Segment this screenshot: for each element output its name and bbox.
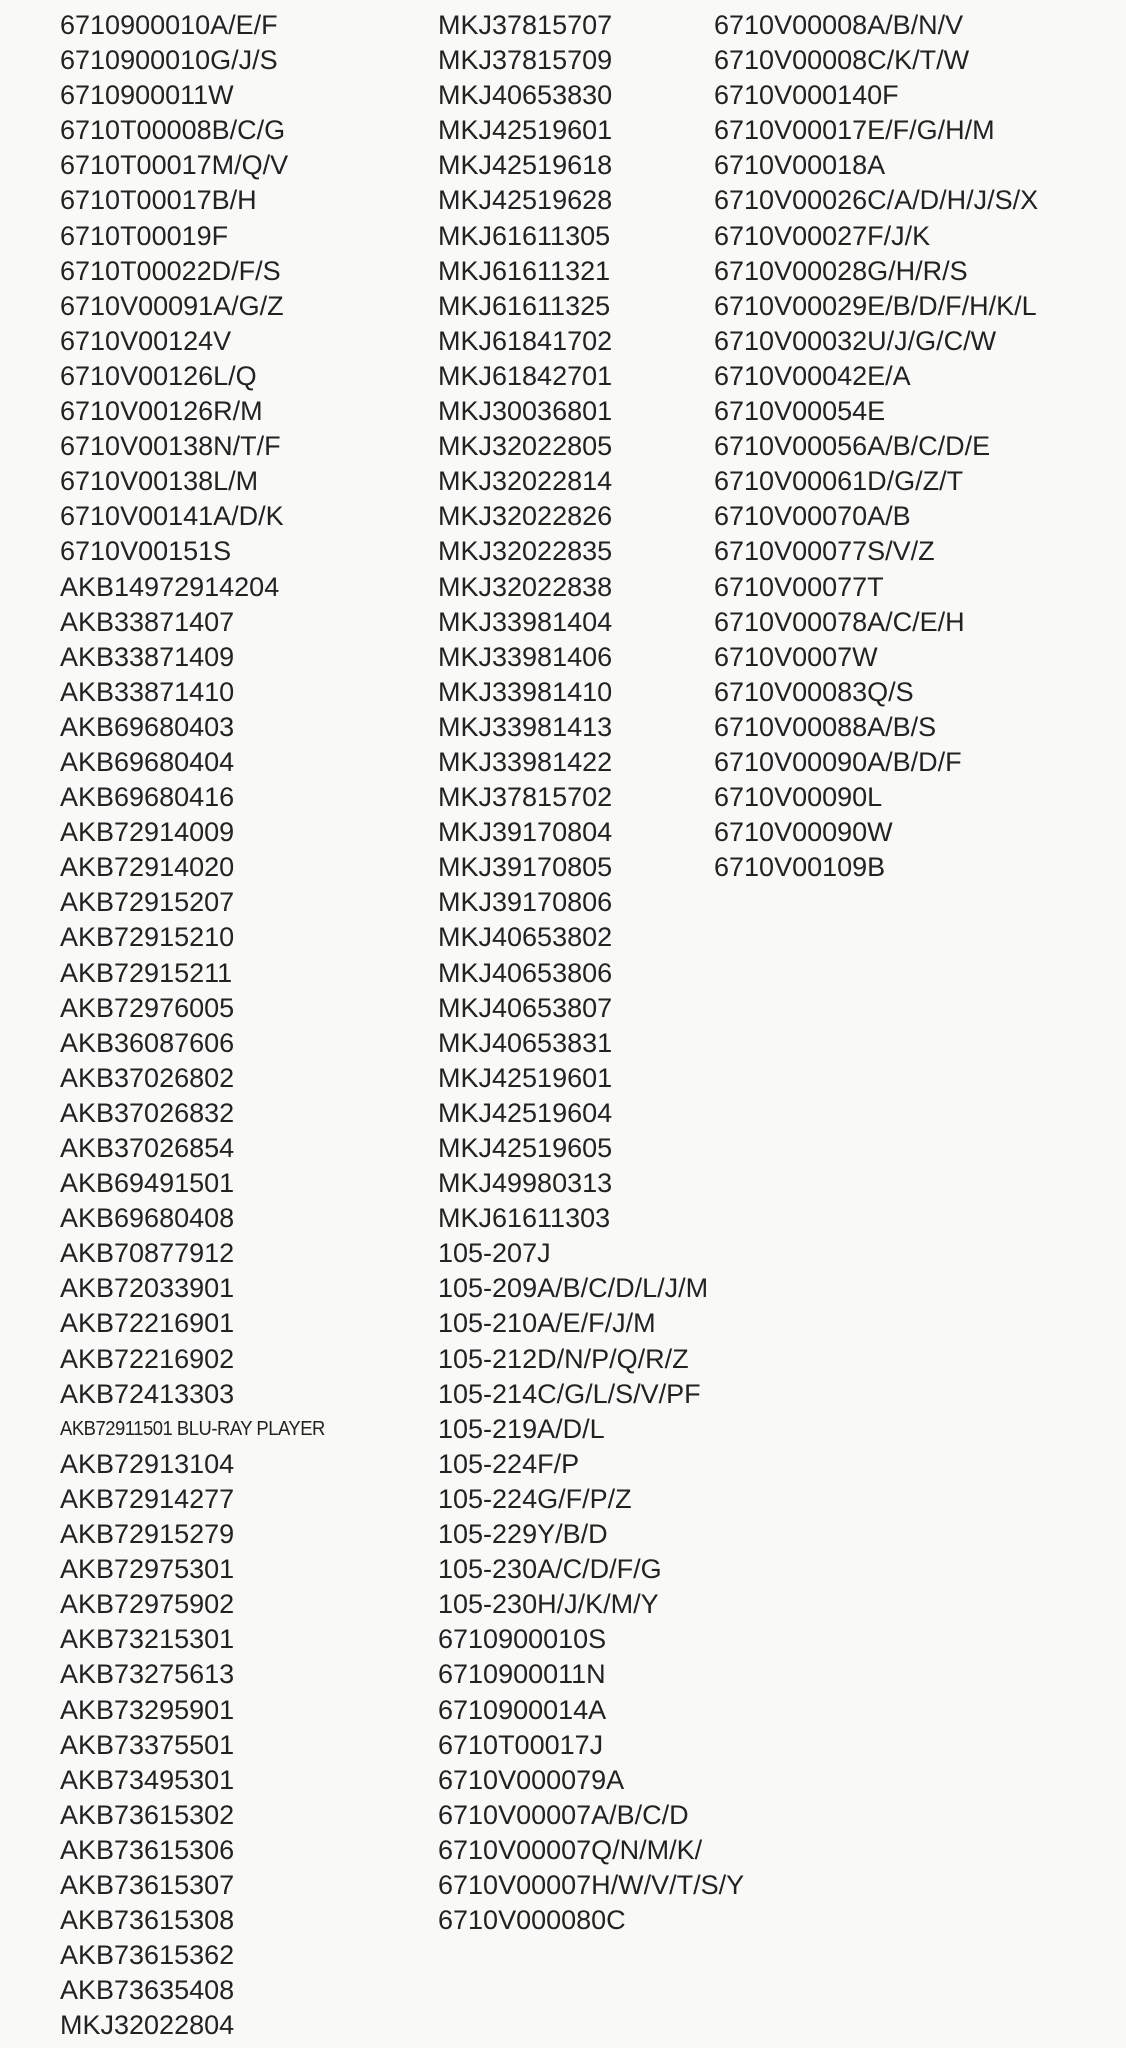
part-number-item: MKJ37815709 bbox=[438, 45, 613, 76]
part-number-item: AKB72914020 bbox=[60, 852, 235, 883]
part-number-item: AKB69491501 bbox=[60, 1168, 235, 1199]
part-number-item: 6710900010A/E/F bbox=[60, 10, 278, 40]
part-number-item: 6710V00029E/B/D/F/H/K/L bbox=[714, 290, 1037, 321]
part-number-item: 105-219A/D/L bbox=[438, 1413, 605, 1444]
part-number-item: MKJ33981413 bbox=[438, 711, 613, 742]
part-number-item: 6710V00090W bbox=[714, 817, 893, 848]
part-number-item: AKB69680408 bbox=[60, 1203, 235, 1234]
part-number-item: AKB72915210 bbox=[60, 922, 235, 953]
part-number-item: MKJ42519618 bbox=[438, 150, 613, 181]
part-number-item: MKJ33981422 bbox=[438, 746, 613, 777]
part-number-item: AKB72913104 bbox=[60, 1448, 235, 1479]
part-number-item: MKJ32022804 bbox=[60, 2010, 235, 2041]
part-number-item: AKB72413303 bbox=[60, 1378, 235, 1409]
part-number-column-3 bbox=[714, 8, 1038, 885]
part-number-item: 6710900014A bbox=[438, 1694, 607, 1725]
part-number-item: MKJ42519601 bbox=[438, 115, 613, 146]
part-number-item: AKB69680404 bbox=[60, 746, 235, 777]
part-number-item: MKJ32022805 bbox=[438, 431, 613, 462]
part-number-item: 105-207J bbox=[438, 1238, 551, 1269]
part-number-item: 6710T00019F bbox=[60, 220, 229, 251]
part-number-item: 6710900010S bbox=[438, 1624, 607, 1655]
part-number-item: 6710V00151S bbox=[60, 536, 232, 567]
part-number-item: 6710V00126R/M bbox=[60, 396, 263, 427]
part-number-item: AKB72915279 bbox=[60, 1519, 235, 1550]
part-number-item: MKJ37815702 bbox=[438, 782, 613, 813]
part-number-item: 6710900011W bbox=[60, 80, 234, 111]
part-number-item: 105-224G/F/P/Z bbox=[438, 1483, 632, 1514]
part-number-item: AKB72911501 BLU-RAY PLAYER bbox=[60, 1417, 325, 1440]
part-number-item: MKJ33981410 bbox=[438, 676, 613, 707]
part-number-item: 6710V00042E/A bbox=[714, 360, 911, 391]
part-number-item: AKB72976005 bbox=[60, 992, 235, 1023]
part-number-item: AKB73635408 bbox=[60, 1975, 235, 2006]
part-number-item: 6710T00008B/C/G bbox=[60, 115, 286, 146]
part-number-item: 6710T00017J bbox=[438, 1729, 604, 1760]
part-number-item: AKB70877912 bbox=[60, 1238, 235, 1269]
part-number-item: AKB72915211 bbox=[60, 957, 233, 988]
part-number-item: 6710V00126L/Q bbox=[60, 360, 257, 391]
part-number-item: 105-212D/N/P/Q/R/Z bbox=[438, 1343, 689, 1374]
part-number-item: MKJ61611321 bbox=[438, 255, 611, 286]
part-number-item: AKB73615307 bbox=[60, 1869, 235, 1900]
part-number-item: 105-210A/E/F/J/M bbox=[438, 1308, 656, 1339]
part-number-item: 6710V00007H/W/V/T/S/Y bbox=[438, 1869, 745, 1900]
part-number-item: 6710V00032U/J/G/C/W bbox=[714, 325, 997, 356]
part-number-item: MKJ32022835 bbox=[438, 536, 613, 567]
part-number-item: AKB69680403 bbox=[60, 711, 235, 742]
part-number-item: AKB72033901 bbox=[60, 1273, 235, 1304]
part-number-item: AKB72915207 bbox=[60, 887, 235, 918]
part-number-item: 6710V00070A/B bbox=[714, 501, 911, 532]
part-number-item: 6710V00056A/B/C/D/E bbox=[714, 431, 991, 462]
part-number-item: AKB73615362 bbox=[60, 1940, 235, 1971]
part-number-item: 6710V00026C/A/D/H/J/S/X bbox=[714, 185, 1039, 216]
part-number-item: 6710V00061D/G/Z/T bbox=[714, 466, 964, 497]
part-number-item: AKB72216902 bbox=[60, 1343, 235, 1374]
part-number-item: MKJ61841702 bbox=[438, 325, 613, 356]
part-number-item: MKJ39170804 bbox=[438, 817, 613, 848]
part-number-item: AKB69680416 bbox=[60, 782, 235, 813]
part-number-item: AKB73615302 bbox=[60, 1799, 235, 1830]
part-number-item: 6710V00028G/H/R/S bbox=[714, 255, 968, 286]
part-number-item: 6710V00008A/B/N/V bbox=[714, 10, 964, 40]
part-number-item: 6710V00007A/B/C/D bbox=[438, 1799, 689, 1830]
part-number-item: AKB72216901 bbox=[60, 1308, 235, 1339]
part-number-item: 6710900010G/J/S bbox=[60, 45, 278, 76]
part-number-item: AKB33871409 bbox=[60, 641, 235, 672]
part-number-item: 6710V000079A bbox=[438, 1764, 625, 1795]
part-number-item: MKJ61611325 bbox=[438, 290, 611, 321]
part-number-item: 6710V00018A bbox=[714, 150, 886, 181]
part-number-item: AKB73295901 bbox=[60, 1694, 235, 1725]
part-number-column-2 bbox=[438, 8, 744, 1938]
part-number-item: 6710V00090L bbox=[714, 782, 883, 813]
part-number-item: 6710V00054E bbox=[714, 396, 886, 427]
part-number-item: MKJ42519601 bbox=[438, 1062, 613, 1093]
part-number-item: MKJ33981404 bbox=[438, 606, 613, 637]
part-number-item: AKB73495301 bbox=[60, 1764, 235, 1795]
part-number-item: MKJ40653807 bbox=[438, 992, 613, 1023]
part-number-item: 6710V00124V bbox=[60, 325, 232, 356]
part-number-item: MKJ32022826 bbox=[438, 501, 613, 532]
part-number-item: AKB73215301 bbox=[60, 1624, 235, 1655]
part-number-item: 6710V000080C bbox=[438, 1905, 626, 1936]
part-number-item: 105-230A/C/D/F/G bbox=[438, 1554, 662, 1585]
part-number-item: MKJ61842701 bbox=[438, 360, 613, 391]
part-number-item: AKB72975902 bbox=[60, 1589, 235, 1620]
part-number-item: MKJ40653830 bbox=[438, 80, 613, 111]
part-number-item: 6710V00027F/J/K bbox=[714, 220, 931, 251]
part-number-item: AKB73615306 bbox=[60, 1834, 235, 1865]
part-number-item: 6710V00008C/K/T/W bbox=[714, 45, 970, 76]
part-number-item: MKJ33981406 bbox=[438, 641, 613, 672]
part-number-item: AKB73615308 bbox=[60, 1905, 235, 1936]
part-number-item: MKJ61611303 bbox=[438, 1203, 611, 1234]
part-number-item: 6710V00091A/G/Z bbox=[60, 290, 284, 321]
part-number-item: 105-214C/G/L/S/V/PF bbox=[438, 1378, 701, 1409]
part-number-item: 6710V00090A/B/D/F bbox=[714, 746, 962, 777]
part-number-item: MKJ40653831 bbox=[438, 1027, 613, 1058]
part-number-item: 6710V00078A/C/E/H bbox=[714, 606, 965, 637]
part-number-item: MKJ61611305 bbox=[438, 220, 611, 251]
part-number-item: MKJ49980313 bbox=[438, 1168, 613, 1199]
part-number-item: 105-230H/J/K/M/Y bbox=[438, 1589, 659, 1620]
part-number-item: 6710V00017E/F/G/H/M bbox=[714, 115, 995, 146]
part-number-item: 105-229Y/B/D bbox=[438, 1519, 608, 1550]
part-number-item: MKJ40653802 bbox=[438, 922, 613, 953]
part-number-item: MKJ42519605 bbox=[438, 1133, 613, 1163]
part-number-item: 6710T00022D/F/S bbox=[60, 255, 281, 286]
part-number-item: 6710V00138N/T/F bbox=[60, 431, 281, 462]
part-number-column-1 bbox=[60, 8, 348, 2043]
part-number-item: AKB73375501 bbox=[60, 1729, 235, 1760]
part-number-item: MKJ39170806 bbox=[438, 887, 613, 918]
part-number-item: 6710V0007W bbox=[714, 641, 878, 672]
part-number-item: MKJ42519604 bbox=[438, 1097, 613, 1128]
part-number-item: 6710V00077T bbox=[714, 571, 884, 602]
part-number-item: MKJ32022814 bbox=[438, 466, 613, 497]
part-number-item: AKB36087606 bbox=[60, 1027, 235, 1058]
part-number-item: AKB73275613 bbox=[60, 1659, 235, 1690]
part-number-item: AKB72914277 bbox=[60, 1483, 235, 1514]
part-number-item: 6710V00007Q/N/M/K/ bbox=[438, 1834, 703, 1865]
part-number-item: 6710V00077S/V/Z bbox=[714, 536, 935, 567]
part-number-item: MKJ40653806 bbox=[438, 957, 613, 988]
part-number-item: MKJ37815707 bbox=[438, 10, 613, 40]
part-number-item: 6710V00138L/M bbox=[60, 466, 259, 497]
part-number-item: 6710T00017B/H bbox=[60, 185, 257, 216]
part-number-item: AKB72914009 bbox=[60, 817, 235, 848]
part-number-item: 6710T00017M/Q/V bbox=[60, 150, 289, 181]
part-number-item: MKJ42519628 bbox=[438, 185, 613, 216]
part-number-item: AKB37026854 bbox=[60, 1133, 235, 1163]
part-number-item: MKJ32022838 bbox=[438, 571, 613, 602]
part-number-item: AKB14972914204 bbox=[60, 571, 280, 602]
part-number-item: 105-209A/B/C/D/L/J/M bbox=[438, 1273, 709, 1304]
part-number-item: 6710V000140F bbox=[714, 80, 899, 111]
part-number-item: MKJ30036801 bbox=[438, 396, 613, 427]
part-number-item: AKB33871410 bbox=[60, 676, 235, 707]
part-number-item: AKB37026802 bbox=[60, 1062, 235, 1093]
part-number-item: AKB72975301 bbox=[60, 1554, 235, 1585]
part-number-item: 6710V00109B bbox=[714, 852, 886, 883]
part-number-item: 6710V00083Q/S bbox=[714, 676, 914, 707]
part-number-item: 6710V00141A/D/K bbox=[60, 501, 284, 532]
part-number-item: MKJ39170805 bbox=[438, 852, 613, 883]
part-number-item: 6710900011N bbox=[438, 1659, 606, 1690]
part-number-item: 6710V00088A/B/S bbox=[714, 711, 937, 742]
part-number-item: AKB33871407 bbox=[60, 606, 235, 637]
part-number-item: 105-224F/P bbox=[438, 1448, 580, 1479]
part-number-item: AKB37026832 bbox=[60, 1097, 235, 1128]
